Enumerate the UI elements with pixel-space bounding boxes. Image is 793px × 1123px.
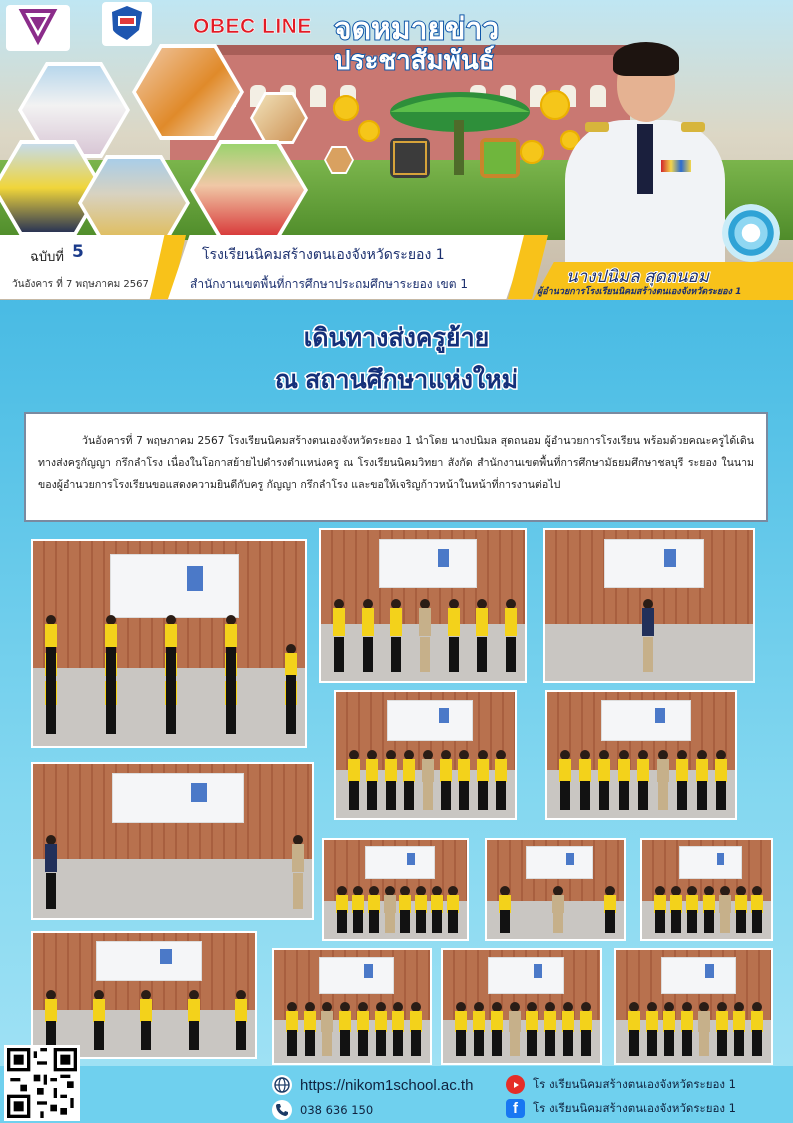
issue-date: วันอังคาร ที่ 7 พฤษภาคม 2567 xyxy=(12,279,149,290)
event-photo xyxy=(31,762,314,920)
person-figure xyxy=(321,1002,333,1056)
facebook-page[interactable]: โร งเรียนนิคมสร้างตนเองจังหวัดระยอง 1 xyxy=(533,1100,736,1115)
event-photo xyxy=(31,539,307,748)
person-figure xyxy=(447,886,459,934)
person-figure xyxy=(618,750,630,810)
yellow-flower-icon xyxy=(333,95,359,121)
person-figure xyxy=(339,1002,351,1056)
person-figure xyxy=(362,599,374,671)
person-figure xyxy=(375,1002,387,1056)
person-figure xyxy=(399,886,411,934)
person-figure xyxy=(140,990,152,1050)
projection-screen xyxy=(112,773,244,822)
person-figure xyxy=(105,615,117,677)
person-figure xyxy=(509,1002,521,1056)
director-name: นางปนิมล สุดถนอม xyxy=(566,267,709,286)
person-figure xyxy=(491,1002,503,1056)
playground-illustration xyxy=(370,90,550,180)
person-figure xyxy=(455,1002,467,1056)
event-photo xyxy=(614,948,773,1065)
person-figure xyxy=(225,615,237,677)
person-figure xyxy=(348,750,360,810)
person-figure xyxy=(544,1002,556,1056)
person-figure xyxy=(715,750,727,810)
person-figure xyxy=(286,1002,298,1056)
person-figure xyxy=(495,750,507,810)
person-figure xyxy=(696,750,708,810)
person-figure xyxy=(368,886,380,934)
person-figure xyxy=(45,615,57,677)
person-figure xyxy=(559,750,571,810)
event-photo xyxy=(31,931,257,1059)
obec-logo xyxy=(102,2,152,46)
person-figure xyxy=(292,835,304,909)
projection-screen xyxy=(604,539,704,588)
person-figure xyxy=(419,599,431,671)
school-emblem-icon xyxy=(16,7,60,47)
person-figure xyxy=(552,886,564,934)
qr-code-icon xyxy=(7,1048,77,1118)
projection-screen xyxy=(365,846,435,879)
person-figure xyxy=(580,1002,592,1056)
person-figure xyxy=(458,750,470,810)
person-figure xyxy=(476,599,488,671)
event-photo xyxy=(334,690,517,820)
person-figure xyxy=(403,750,415,810)
person-figure xyxy=(93,990,105,1050)
projection-screen xyxy=(488,957,564,994)
person-figure xyxy=(526,1002,538,1056)
event-photo xyxy=(322,838,469,941)
person-figure xyxy=(579,750,591,810)
person-figure xyxy=(637,750,649,810)
yellow-flower-icon xyxy=(358,120,380,142)
person-figure xyxy=(716,1002,728,1056)
headline-line1: เดินทางส่งครูย้าย xyxy=(303,324,490,352)
person-figure xyxy=(431,886,443,934)
person-figure xyxy=(676,750,688,810)
education-office: สำนักงานเขตพื้นที่การศึกษาประถมศึกษาระยอง เขต 1 xyxy=(190,277,468,291)
issue-label: ฉบับที่ xyxy=(30,250,64,265)
person-figure xyxy=(235,990,247,1050)
brand-text: OBEC LINE xyxy=(193,15,312,38)
person-figure xyxy=(392,1002,404,1056)
issue-number: 5 xyxy=(72,242,84,262)
projection-screen xyxy=(379,539,477,588)
person-figure xyxy=(642,599,654,671)
projection-screen xyxy=(679,846,742,879)
phone-icon xyxy=(272,1100,292,1120)
director-portrait xyxy=(565,40,725,265)
school-logo xyxy=(6,5,70,51)
person-figure xyxy=(357,1002,369,1056)
event-photo xyxy=(545,690,737,820)
globe-icon xyxy=(272,1075,292,1095)
person-figure xyxy=(390,599,402,671)
person-figure xyxy=(628,1002,640,1056)
phone-number[interactable]: 038 636 150 xyxy=(300,1103,374,1117)
person-figure xyxy=(165,615,177,677)
person-figure xyxy=(384,886,396,934)
person-figure xyxy=(657,750,669,810)
event-photo xyxy=(441,948,602,1065)
person-figure xyxy=(304,1002,316,1056)
projection-screen xyxy=(110,554,239,619)
person-figure xyxy=(733,1002,745,1056)
event-photo xyxy=(640,838,773,941)
person-figure xyxy=(410,1002,422,1056)
event-photo xyxy=(319,528,527,683)
person-figure xyxy=(735,886,747,934)
person-figure xyxy=(385,750,397,810)
person-figure xyxy=(477,750,489,810)
person-figure xyxy=(448,599,460,671)
website-url[interactable]: https://nikom1school.ac.th xyxy=(300,1076,474,1094)
event-photo xyxy=(485,838,626,941)
person-figure xyxy=(366,750,378,810)
article-body: วันอังคารที่ 7 พฤษภาคม 2567 โรงเรียนนิคมสร้างตนเองจังหวัดระยอง 1 นำโดย นางปนิมล สุดถนอม ผู้อำนวยการโรงเรียน พร้อมด้วยคณะครูได้เดินทางส่งครูกัญญา กรึกลำโรง เนื่องในโอกาสย้ายไปดำรงตำแหน่งครู ณ โรงเรียนนิคมวิทยา สังกัด สำนักงานเขตพื้นที่การศึกษามัธยมศึกษาชลบุรี ระยอง ในนามของผู้อำนวยการโรงเรียนขอแสดงความยินดีกับครู กัญญา กรึกลำโรง และขอให้เจริญก้าวหน้าในหน้าที่การงานต่อไป xyxy=(38,435,754,491)
person-figure xyxy=(646,1002,658,1056)
person-figure xyxy=(333,599,345,671)
facebook-icon: f xyxy=(506,1099,525,1118)
projection-screen xyxy=(96,941,202,981)
qr-code[interactable] xyxy=(4,1045,80,1121)
footer-phone[interactable] xyxy=(272,1100,373,1120)
person-figure xyxy=(505,599,517,671)
person-figure xyxy=(45,835,57,909)
person-figure xyxy=(188,990,200,1050)
footer-youtube[interactable] xyxy=(506,1075,736,1094)
person-figure xyxy=(422,750,434,810)
person-figure xyxy=(336,886,348,934)
person-figure xyxy=(751,886,763,934)
projection-screen xyxy=(526,846,593,879)
person-figure xyxy=(499,886,511,934)
person-figure xyxy=(562,1002,574,1056)
event-photo xyxy=(543,528,755,683)
newsletter-title-line2: ประชาสัมพันธ์ xyxy=(334,45,495,75)
person-figure xyxy=(670,886,682,934)
yellow-flower-icon xyxy=(520,140,544,164)
person-figure xyxy=(45,990,57,1050)
headline-line2: ณ สถานศึกษาแห่งใหม่ xyxy=(274,366,519,394)
director-role: ผู้อำนวยการโรงเรียนนิคมสร้างตนเองจังหวัดระยอง 1 xyxy=(537,287,742,297)
decorative-ring-icon xyxy=(722,204,780,262)
projection-screen xyxy=(601,700,691,741)
projection-screen xyxy=(319,957,395,994)
person-figure xyxy=(751,1002,763,1056)
person-figure xyxy=(352,886,364,934)
person-figure xyxy=(663,1002,675,1056)
person-figure xyxy=(285,644,297,706)
projection-screen xyxy=(661,957,736,994)
person-figure xyxy=(473,1002,485,1056)
person-figure xyxy=(703,886,715,934)
event-photo xyxy=(272,948,432,1065)
person-figure xyxy=(598,750,610,810)
footer-website[interactable] xyxy=(272,1075,473,1095)
youtube-channel[interactable]: โร งเรียนนิคมสร้างตนเองจังหวัดระยอง 1 xyxy=(533,1076,736,1091)
person-figure xyxy=(686,886,698,934)
youtube-icon xyxy=(506,1075,525,1094)
person-figure xyxy=(604,886,616,934)
person-figure xyxy=(440,750,452,810)
person-figure xyxy=(719,886,731,934)
newsletter-title-line1: จดหมายข่าว xyxy=(334,13,500,46)
footer-facebook[interactable] xyxy=(506,1099,736,1118)
article-box xyxy=(24,412,768,522)
projection-screen xyxy=(387,700,473,741)
obec-shield-icon xyxy=(108,4,146,42)
school-name: โรงเรียนนิคมสร้างตนเองจังหวัดระยอง 1 xyxy=(202,247,445,263)
person-figure xyxy=(681,1002,693,1056)
person-figure xyxy=(698,1002,710,1056)
person-figure xyxy=(415,886,427,934)
person-figure xyxy=(654,886,666,934)
